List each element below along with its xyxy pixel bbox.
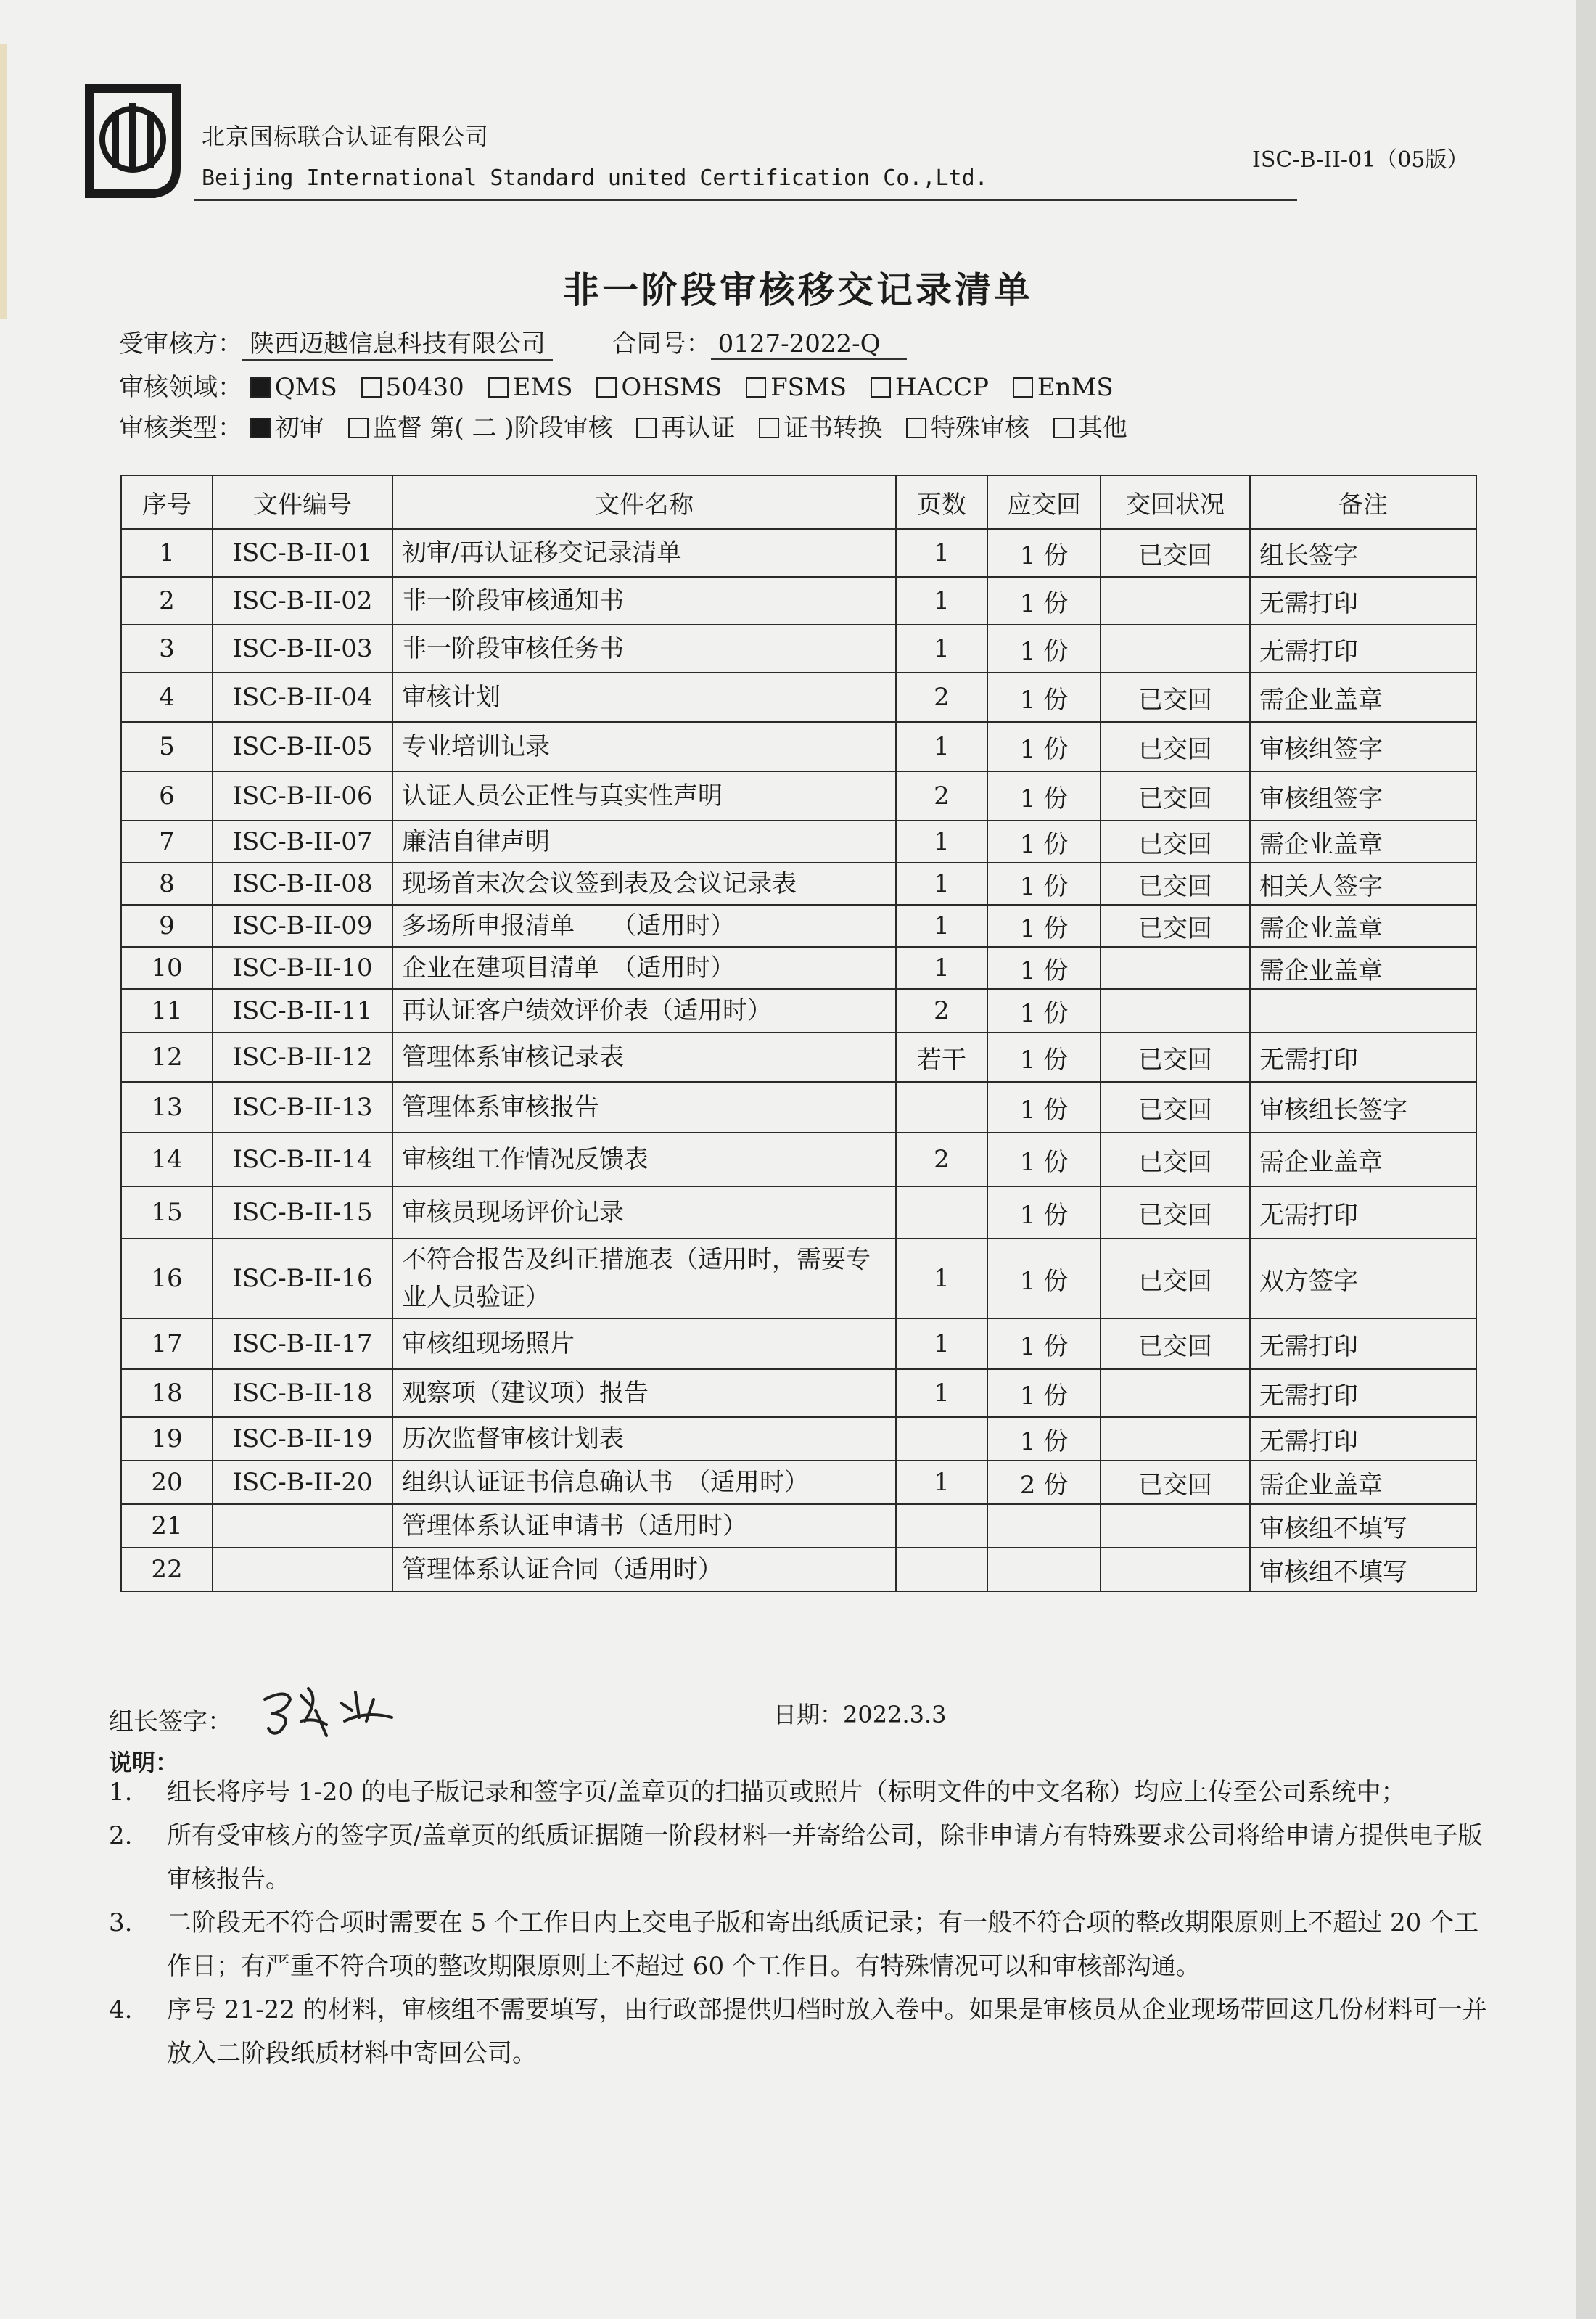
cell-name: 历次监督审核计划表 [392,1417,896,1461]
domain-label: 审核领域： [119,373,242,402]
type-option-other: 其他 [1053,414,1127,443]
checkbox-empty-icon [636,418,657,438]
cell-pages [896,1417,987,1461]
cell-remark: 无需打印 [1250,1318,1476,1369]
cell-name: 管理体系审核报告 [392,1082,896,1133]
cell-code: ISC-B-II-14 [213,1133,392,1186]
cell-no: 4 [121,673,213,722]
cell-code: ISC-B-II-03 [213,625,392,673]
cell-name: 审核组工作情况反馈表 [392,1133,896,1186]
cell-remark: 无需打印 [1250,1033,1476,1082]
cell-status: 已交回 [1101,821,1250,863]
document-code: ISC-B-II-01（05版） [1252,147,1469,173]
auditee-value: 陕西迈越信息科技有限公司 [242,324,553,361]
note-item: 2. 所有受审核方的签字页/盖章页的纸质证据随一阶段材料一并寄给公司，除非申请方有特殊要求公司将给申请方提供电子版审核报告。 [109,1821,1483,1894]
cell-name: 管理体系认证申请书（适用时） [392,1504,896,1548]
cell-remark: 无需打印 [1250,1369,1476,1417]
cell-pages: 1 [896,1239,987,1318]
cell-copies: 1 份 [987,1318,1101,1369]
cell-copies: 1 份 [987,1082,1101,1133]
handover-records-table [120,475,1477,1592]
cell-remark: 无需打印 [1250,1417,1476,1461]
cell-copies: 1 份 [987,989,1101,1033]
cell-status [1101,1369,1250,1417]
auditee-line [119,324,907,361]
checkbox-empty-icon [348,418,369,438]
cell-name: 廉洁自律声明 [392,821,896,863]
cell-status: 已交回 [1101,1186,1250,1239]
company-name-cn: 北京国标联合认证有限公司 [202,123,490,150]
cell-no: 13 [121,1082,213,1133]
table-row [121,989,1476,1033]
cell-no: 20 [121,1461,213,1504]
cell-pages: 2 [896,771,987,821]
cell-remark: 需企业盖章 [1250,673,1476,722]
cell-pages [896,1186,987,1239]
domain-option-enms: EnMS [1013,373,1114,402]
cell-code: ISC-B-II-15 [213,1186,392,1239]
cell-name: 观察项（建议项）报告 [392,1369,896,1417]
checkbox-empty-icon [759,418,779,438]
company-name-en: Beijing International Standard united Certification Co.,Ltd. [202,165,988,191]
table-header-row [121,475,1476,529]
cell-status: 已交回 [1101,722,1250,771]
checkbox-empty-icon [746,377,766,398]
cell-name: 现场首末次会议签到表及会议记录表 [392,863,896,905]
checkbox-empty-icon [596,377,617,398]
cell-pages: 1 [896,577,987,625]
cell-no: 6 [121,771,213,821]
cell-remark: 审核组签字 [1250,771,1476,821]
cell-code: ISC-B-II-16 [213,1239,392,1318]
cell-pages: 1 [896,821,987,863]
cell-remark: 相关人签字 [1250,863,1476,905]
cell-pages: 2 [896,673,987,722]
checkbox-empty-icon [1013,377,1033,398]
cell-status [1101,989,1250,1033]
domain-option-50430: 50430 [361,373,464,402]
table-row [121,1239,1476,1318]
cell-pages: 1 [896,1318,987,1369]
document-title: 非一阶段审核移交记录清单 [563,268,1033,311]
cell-no: 15 [121,1186,213,1239]
cell-copies: 1 份 [987,1186,1101,1239]
note-item: 3. 二阶段无不符合项时需要在 5 个工作日内上交电子版和寄出纸质记录；有一般不符合项的整改期限原则上不超过 20 个工作日；有严重不符合项的整改期限原则上不超过 60 个工作日。有特殊情况可以和审核部沟通。 [109,1908,1479,1981]
table-row [121,673,1476,722]
table-row [121,1461,1476,1504]
auditee-label: 受审核方： [119,329,242,358]
checkbox-empty-icon [871,377,891,398]
cell-pages: 1 [896,722,987,771]
table-row [121,1133,1476,1186]
cell-copies: 1 份 [987,722,1101,771]
table-row [121,529,1476,577]
date-value: 2022.3.3 [843,1701,947,1728]
cell-status: 已交回 [1101,1133,1250,1186]
cell-copies: 1 份 [987,905,1101,947]
note-item: 4. 序号 21-22 的材料，审核组不需要填写，由行政部提供归档时放入卷中。如果是审核员从企业现场带回这几份材料可一并放入二阶段纸质材料中寄回公司。 [109,1995,1487,2068]
audit-domain-line [119,367,1130,403]
table-row [121,1082,1476,1133]
cell-copies: 1 份 [987,1133,1101,1186]
cell-status: 已交回 [1101,771,1250,821]
col-header-no: 序号 [121,475,213,529]
domain-option-qms: QMS [250,373,337,402]
checkbox-empty-icon [906,418,926,438]
cell-name: 管理体系认证合同（适用时） [392,1548,896,1591]
table-row [121,1369,1476,1417]
contract-label: 合同号： [612,329,711,358]
table-row [121,1186,1476,1239]
cell-copies [987,1548,1101,1591]
type-option-transfer: 证书转换 [759,414,882,443]
cell-code: ISC-B-II-02 [213,577,392,625]
domain-option-ohsms: OHSMS [596,373,722,402]
cell-name: 非一阶段审核任务书 [392,625,896,673]
cell-copies: 1 份 [987,771,1101,821]
cell-pages: 2 [896,1133,987,1186]
cell-remark: 审核组不填写 [1250,1548,1476,1591]
checkbox-checked-icon [250,418,271,438]
table-row [121,947,1476,989]
cell-copies: 1 份 [987,1239,1101,1318]
col-header-pages: 页数 [896,475,987,529]
cell-remark: 双方签字 [1250,1239,1476,1318]
checkbox-empty-icon [1053,418,1074,438]
cell-status: 已交回 [1101,1082,1250,1133]
cell-copies [987,1504,1101,1548]
handwritten-signature-icon [258,1678,403,1743]
cell-copies: 2 份 [987,1461,1101,1504]
checkbox-empty-icon [488,377,509,398]
contract-value: 0127-2022-Q [711,329,907,360]
table-row [121,577,1476,625]
type-option-special: 特殊审核 [906,414,1029,443]
cell-pages: 1 [896,905,987,947]
cell-name: 认证人员公正性与真实性声明 [392,771,896,821]
cell-status: 已交回 [1101,1239,1250,1318]
cell-code: ISC-B-II-18 [213,1369,392,1417]
cell-pages: 1 [896,863,987,905]
cell-status [1101,1548,1250,1591]
table-row [121,1417,1476,1461]
cell-status: 已交回 [1101,529,1250,577]
cell-name: 专业培训记录 [392,722,896,771]
cell-no: 14 [121,1133,213,1186]
cell-status: 已交回 [1101,673,1250,722]
cell-pages: 2 [896,989,987,1033]
notes-title: 说明： [109,1749,179,1776]
type-option-supervision: 监督 第( 二 )阶段审核 [348,414,613,443]
cell-no: 5 [121,722,213,771]
col-header-copies: 应交回 [987,475,1101,529]
notes-list [109,1770,1494,2075]
cell-pages: 若干 [896,1033,987,1082]
cell-copies: 1 份 [987,1417,1101,1461]
cell-copies: 1 份 [987,529,1101,577]
cell-pages [896,1082,987,1133]
cell-no: 10 [121,947,213,989]
cell-code: ISC-B-II-13 [213,1082,392,1133]
cell-code: ISC-B-II-09 [213,905,392,947]
cell-code: ISC-B-II-08 [213,863,392,905]
table-row [121,1318,1476,1369]
cell-code: ISC-B-II-19 [213,1417,392,1461]
cell-pages: 1 [896,529,987,577]
cell-status: 已交回 [1101,905,1250,947]
table-row [121,1504,1476,1548]
cell-status: 已交回 [1101,1318,1250,1369]
table-row [121,722,1476,771]
cell-remark: 无需打印 [1250,1186,1476,1239]
cell-copies: 1 份 [987,1369,1101,1417]
cell-no: 1 [121,529,213,577]
cell-status: 已交回 [1101,1461,1250,1504]
cell-name: 审核计划 [392,673,896,722]
table-row [121,1548,1476,1591]
cell-name: 管理体系审核记录表 [392,1033,896,1082]
cell-status [1101,1504,1250,1548]
cell-status: 已交回 [1101,863,1250,905]
cell-remark: 无需打印 [1250,625,1476,673]
col-header-remark: 备注 [1250,475,1476,529]
table-row [121,905,1476,947]
cell-no: 12 [121,1033,213,1082]
leader-signature-label: 组长签字： [109,1707,232,1736]
audit-type-line [119,408,1143,443]
cell-name: 多场所申报清单 （适用时） [392,905,896,947]
company-logo-icon [78,81,187,201]
cell-copies: 1 份 [987,673,1101,722]
cell-name: 初审/再认证移交记录清单 [392,529,896,577]
cell-no: 8 [121,863,213,905]
audit-type-label: 审核类型： [119,414,242,443]
cell-remark: 需企业盖章 [1250,905,1476,947]
cell-name: 组织认证证书信息确认书 （适用时） [392,1461,896,1504]
cell-copies: 1 份 [987,947,1101,989]
cell-code: ISC-B-II-11 [213,989,392,1033]
domain-option-fsms: FSMS [746,373,847,402]
cell-code: ISC-B-II-06 [213,771,392,821]
cell-pages: 1 [896,1369,987,1417]
cell-pages: 1 [896,1461,987,1504]
cell-status: 已交回 [1101,1033,1250,1082]
cell-name: 企业在建项目清单 （适用时） [392,947,896,989]
cell-status [1101,1417,1250,1461]
cell-remark: 需企业盖章 [1250,1461,1476,1504]
cell-pages: 1 [896,625,987,673]
cell-remark: 组长签字 [1250,529,1476,577]
col-header-code: 文件编号 [213,475,392,529]
cell-code: ISC-B-II-05 [213,722,392,771]
scan-edge-right [1576,0,1596,2319]
cell-no: 22 [121,1548,213,1591]
cell-no: 19 [121,1417,213,1461]
cell-status [1101,577,1250,625]
cell-no: 9 [121,905,213,947]
cell-pages: 1 [896,947,987,989]
cell-status [1101,947,1250,989]
cell-name: 审核员现场评价记录 [392,1186,896,1239]
cell-name: 非一阶段审核通知书 [392,577,896,625]
cell-code: ISC-B-II-10 [213,947,392,989]
cell-copies: 1 份 [987,1033,1101,1082]
cell-no: 18 [121,1369,213,1417]
cell-no: 3 [121,625,213,673]
cell-remark: 审核组不填写 [1250,1504,1476,1548]
cell-code: ISC-B-II-20 [213,1461,392,1504]
cell-code: ISC-B-II-04 [213,673,392,722]
checkbox-empty-icon [361,377,382,398]
cell-no: 2 [121,577,213,625]
cell-pages [896,1548,987,1591]
cell-copies: 1 份 [987,821,1101,863]
cell-copies: 1 份 [987,625,1101,673]
cell-remark: 审核组签字 [1250,722,1476,771]
note-item: 1. 组长将序号 1-20 的电子版记录和签字页/盖章页的扫描页或照片（标明文件的中文名称）均应上传至公司系统中； [109,1778,1406,1807]
date-label: 日期： [773,1701,844,1728]
cell-copies: 1 份 [987,577,1101,625]
col-header-name: 文件名称 [392,475,896,529]
header-divider [194,199,1297,201]
cell-code: ISC-B-II-01 [213,529,392,577]
cell-code [213,1548,392,1591]
cell-code: ISC-B-II-12 [213,1033,392,1082]
cell-name: 不符合报告及纠正措施表（适用时，需要专业人员验证） [392,1239,896,1318]
cell-remark [1250,989,1476,1033]
cell-remark: 需企业盖章 [1250,821,1476,863]
cell-no: 16 [121,1239,213,1318]
cell-code: ISC-B-II-07 [213,821,392,863]
col-header-status: 交回状况 [1101,475,1250,529]
cell-remark: 需企业盖章 [1250,1133,1476,1186]
cell-code [213,1504,392,1548]
cell-code: ISC-B-II-17 [213,1318,392,1369]
cell-name: 审核组现场照片 [392,1318,896,1369]
domain-option-haccp: HACCP [871,373,989,402]
cell-remark: 无需打印 [1250,577,1476,625]
cell-no: 11 [121,989,213,1033]
type-option-recert: 再认证 [636,414,735,443]
cell-copies: 1 份 [987,863,1101,905]
cell-no: 17 [121,1318,213,1369]
cell-no: 7 [121,821,213,863]
cell-remark: 审核组长签字 [1250,1082,1476,1133]
cell-status [1101,625,1250,673]
cell-no: 21 [121,1504,213,1548]
type-option-initial: 初审 [250,414,324,443]
table-row [121,863,1476,905]
date-line [773,1696,947,1730]
table-row [121,771,1476,821]
table-row [121,625,1476,673]
domain-option-ems: EMS [488,373,573,402]
cell-name: 再认证客户绩效评价表（适用时） [392,989,896,1033]
table-row [121,1033,1476,1082]
table-row [121,821,1476,863]
cell-remark: 需企业盖章 [1250,947,1476,989]
cell-pages [896,1504,987,1548]
checkbox-checked-icon [250,377,271,398]
